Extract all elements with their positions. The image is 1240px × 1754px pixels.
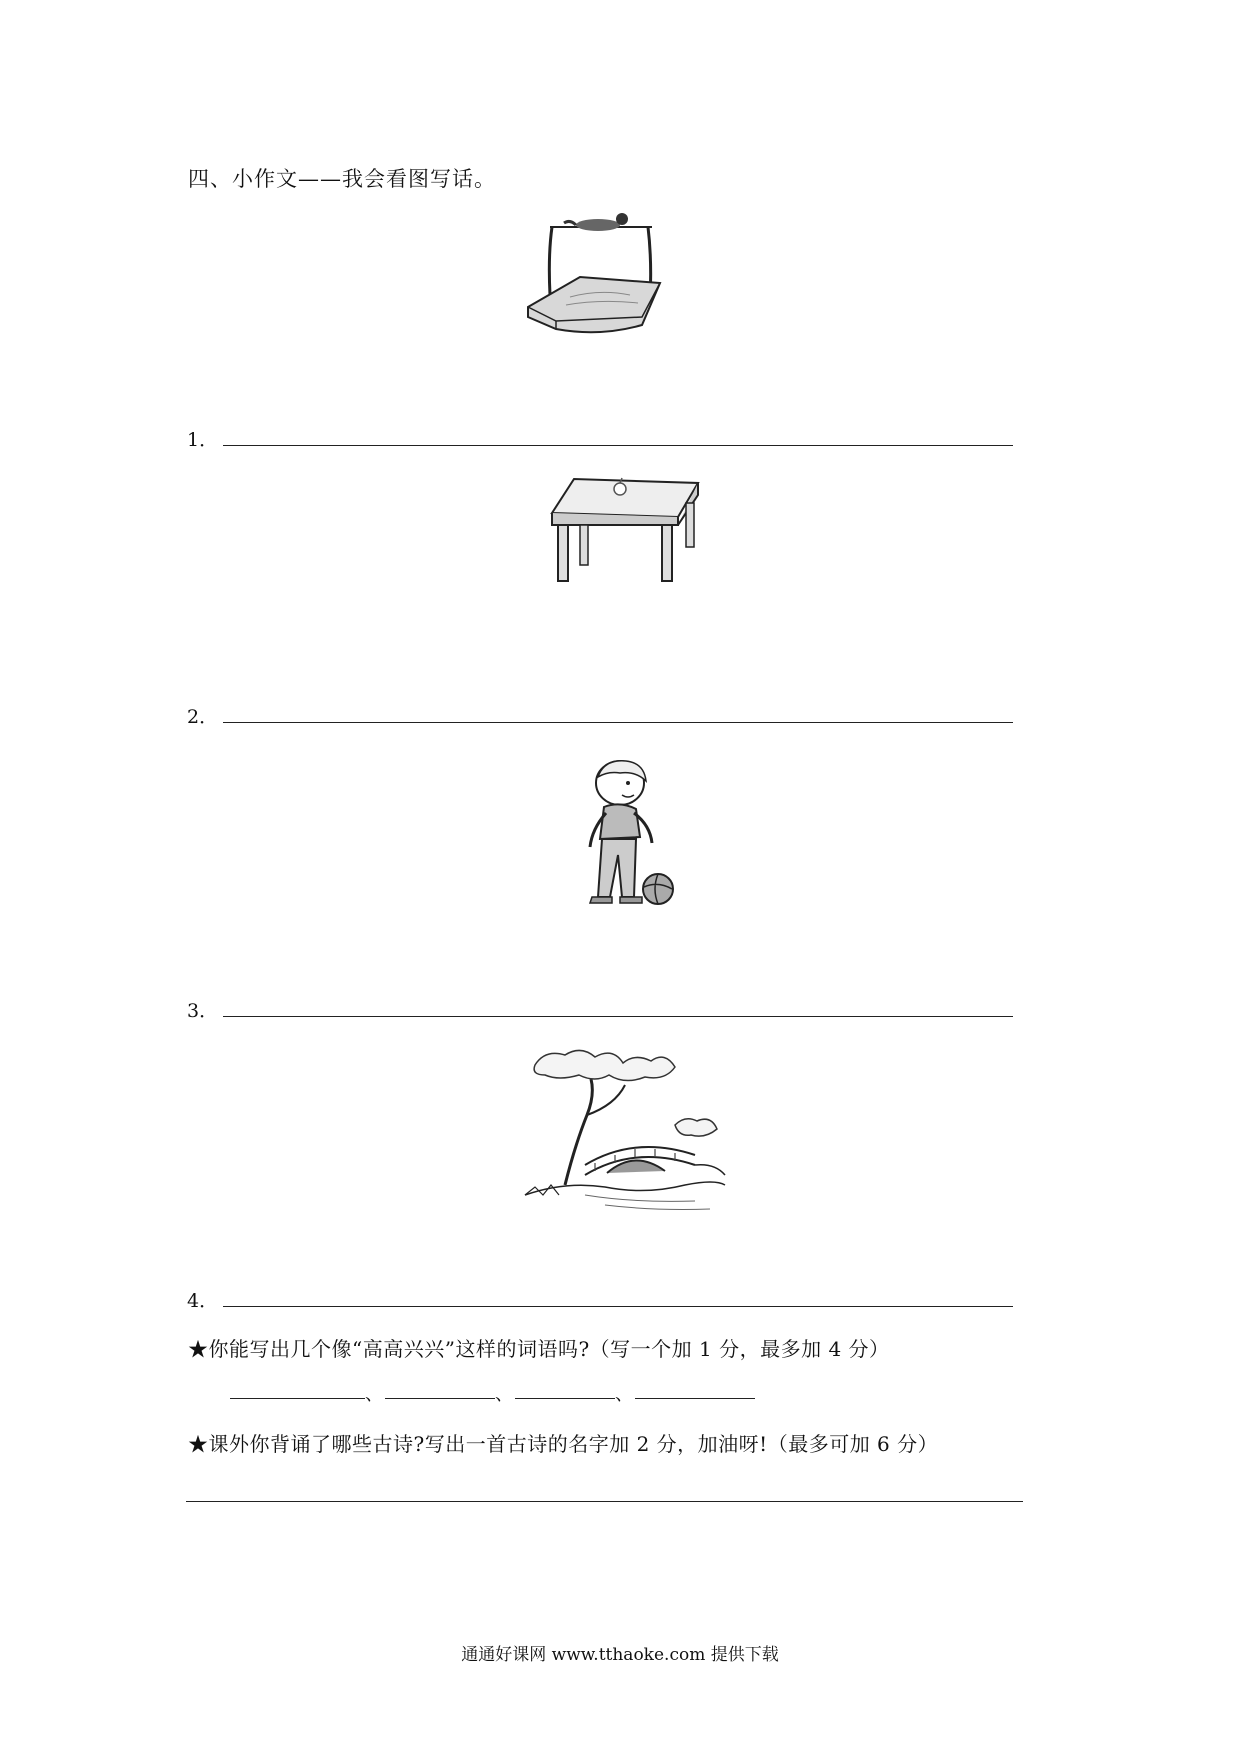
high-jump-picture <box>520 205 680 355</box>
word-blank-3[interactable] <box>515 1398 615 1399</box>
separator-1: 、 <box>365 1384 383 1405</box>
footer-credit: 通通好课网 www.tthaoke.com 提供下载 <box>461 1645 779 1665</box>
item-number-2: 2． <box>187 706 219 728</box>
separator-3: 、 <box>615 1384 633 1405</box>
answer-line-3[interactable] <box>223 1016 1013 1017</box>
stone-bridge-picture <box>525 1045 725 1215</box>
bonus-question-poems: ★课外你背诵了哪些古诗?写出一首古诗的名字加 2 分，加油呀!（最多可加 6 分） <box>188 1432 939 1456</box>
boy-with-ball-picture <box>570 755 680 915</box>
word-blank-1[interactable] <box>230 1398 365 1399</box>
word-blank-2[interactable] <box>385 1398 495 1399</box>
table-with-apple-picture <box>550 475 700 585</box>
bonus-question-words: ★你能写出几个像“高高兴兴”这样的词语吗?（写一个加 1 分，最多加 4 分） <box>188 1337 890 1361</box>
separator-2: 、 <box>495 1384 513 1405</box>
answer-line-2[interactable] <box>223 722 1013 723</box>
item-number-1: 1． <box>187 429 219 451</box>
poem-answer-line[interactable] <box>186 1501 1023 1502</box>
section-title: 四、小作文——我会看图写话。 <box>188 167 496 191</box>
item-number-4: 4． <box>187 1290 219 1312</box>
answer-line-1[interactable] <box>223 445 1013 446</box>
word-blank-4[interactable] <box>635 1398 755 1399</box>
item-number-3: 3． <box>187 1000 219 1022</box>
answer-line-4[interactable] <box>223 1306 1013 1307</box>
